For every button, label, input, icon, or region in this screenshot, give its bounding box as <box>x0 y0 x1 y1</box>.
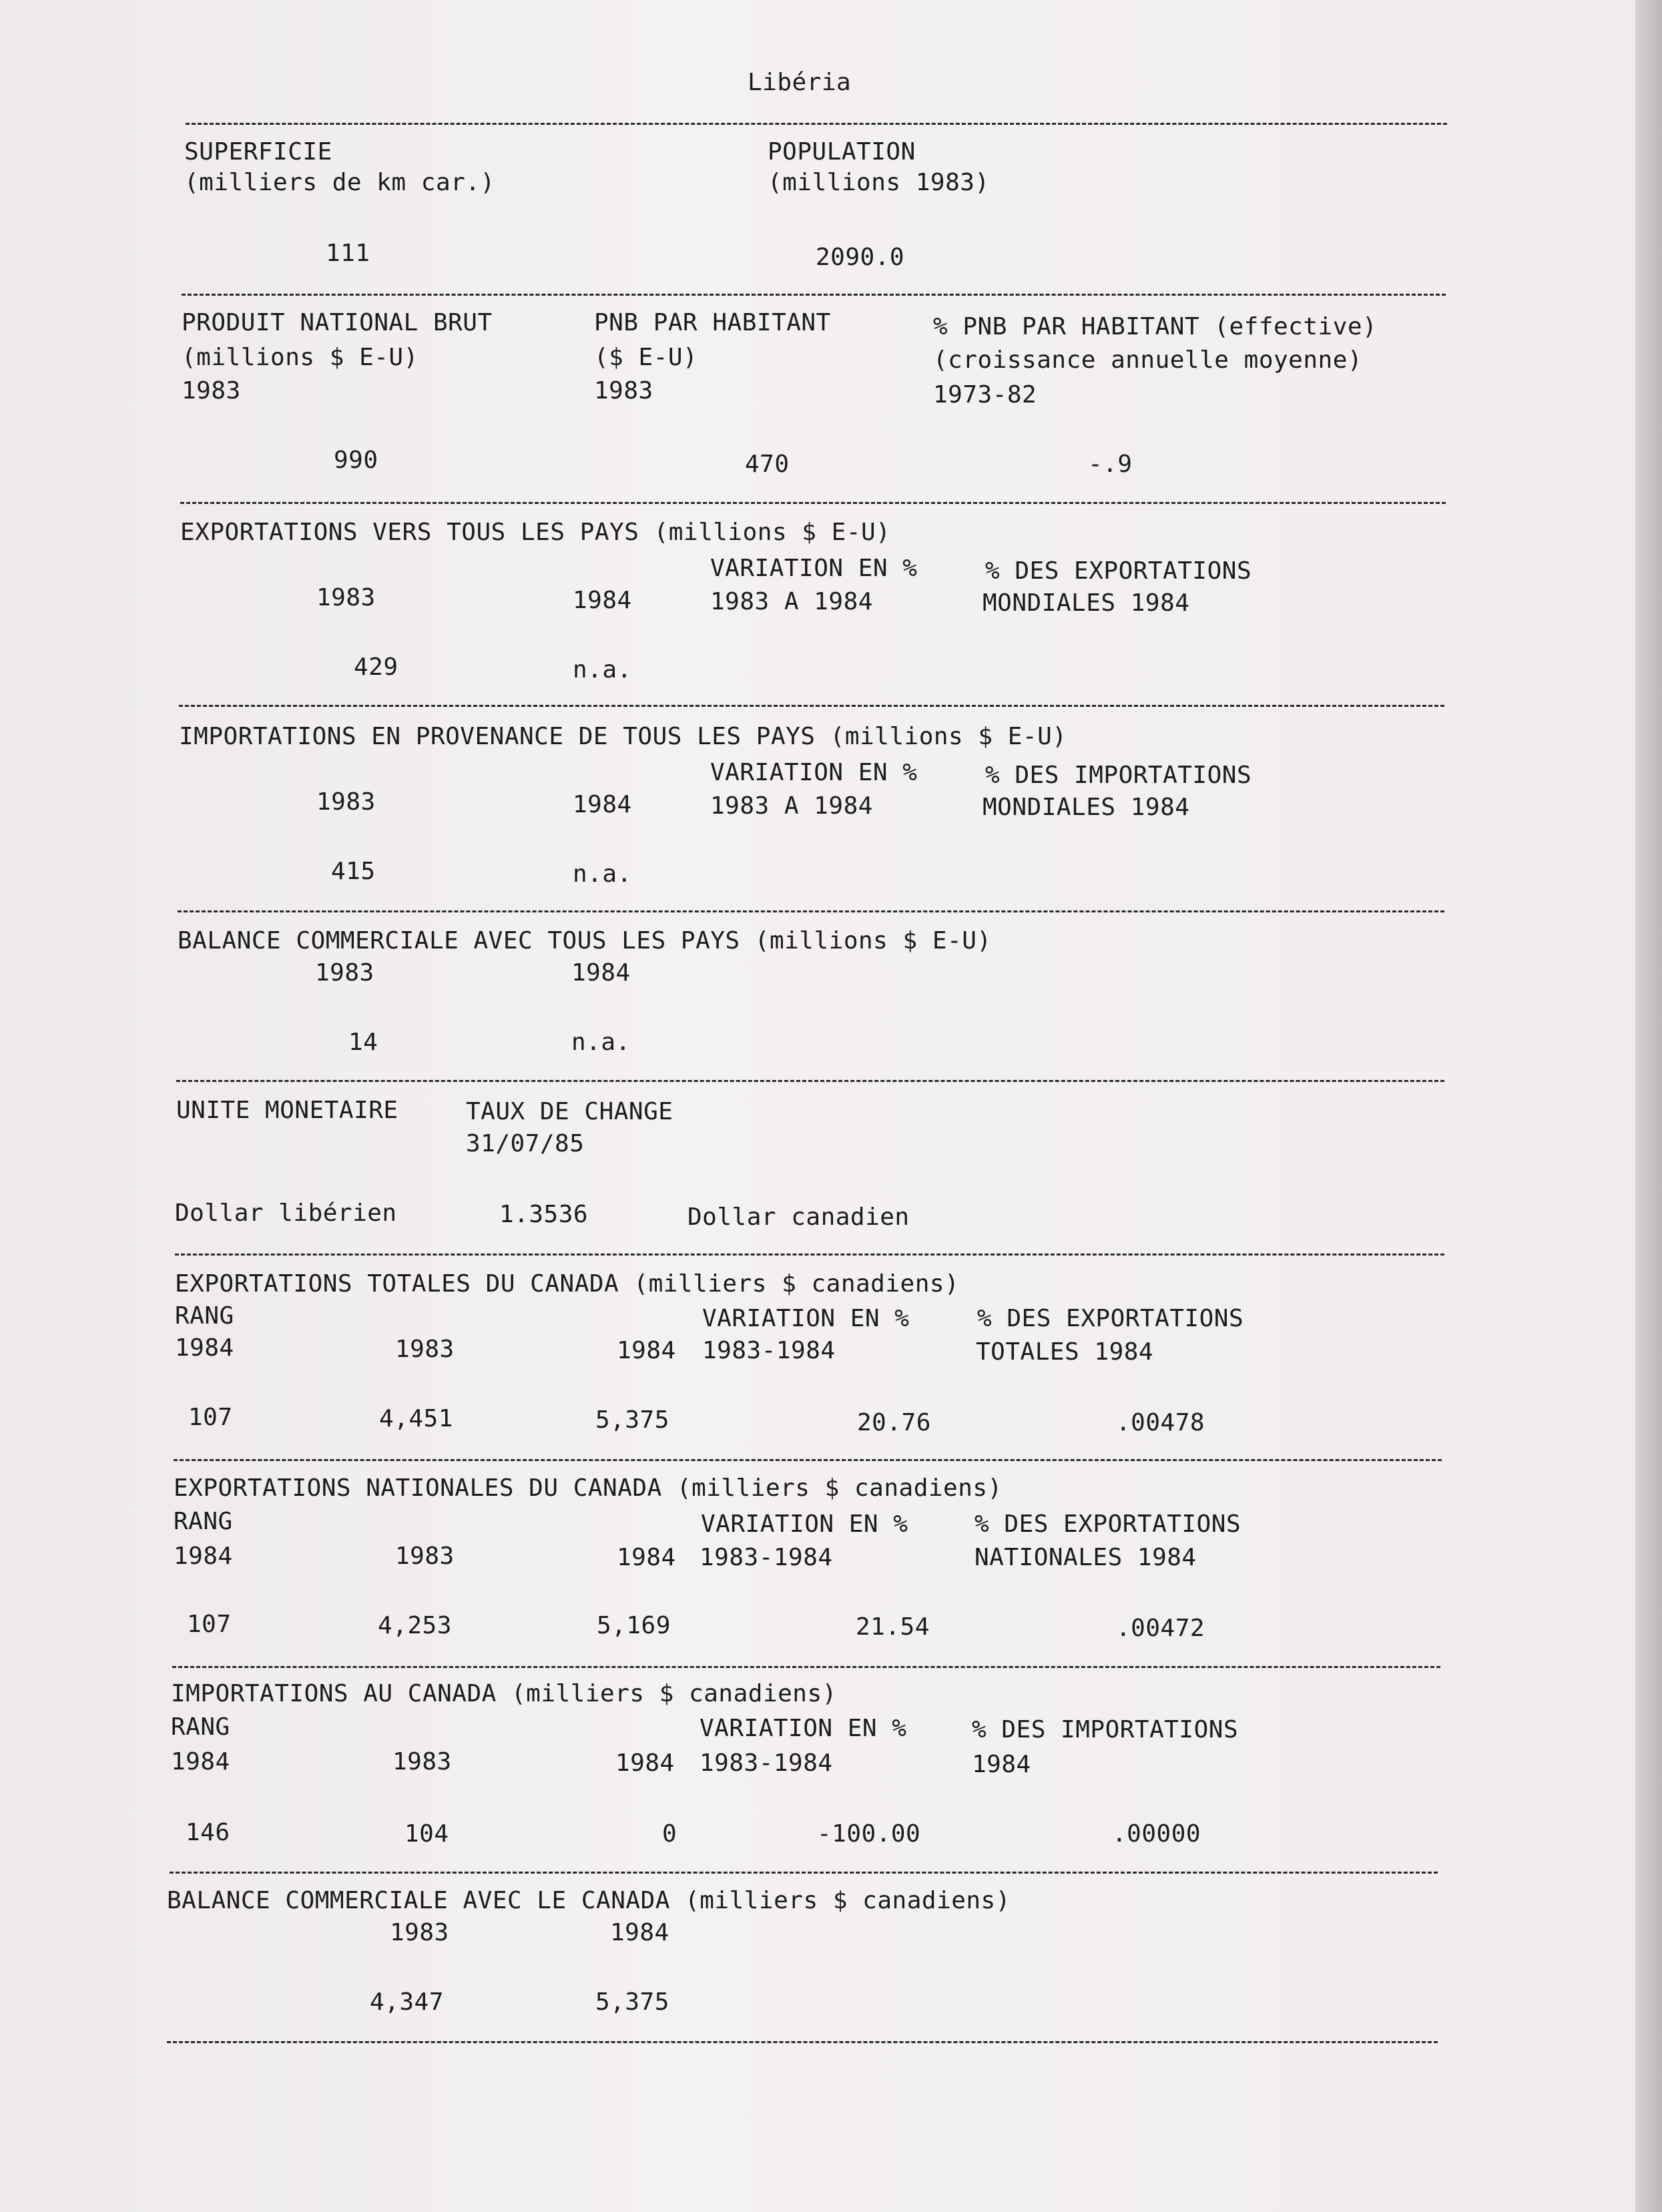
imports-world-1984-header: 1984 <box>573 791 632 818</box>
canada-imports-rank-value: 146 <box>186 1819 230 1846</box>
total-exports-1984-header: 1984 <box>617 1337 676 1364</box>
canada-balance-1984-header: 1984 <box>610 1919 669 1946</box>
total-exports-share-label: % DES EXPORTATIONS <box>977 1305 1244 1332</box>
total-exports-rank-value: 107 <box>188 1404 233 1431</box>
divider <box>180 502 1446 504</box>
domestic-exports-rank-year: 1984 <box>174 1543 233 1570</box>
balance-world-1983-header: 1983 <box>315 959 374 987</box>
exports-world-heading: EXPORTATIONS VERS TOUS LES PAYS (millions $ E-U) <box>180 519 891 546</box>
imports-world-1984-value: n.a. <box>573 860 632 888</box>
exports-world-share-label: % DES EXPORTATIONS <box>985 557 1252 585</box>
imports-world-heading: IMPORTATIONS EN PROVENANCE DE TOUS LES PAYS (millions $ E-U) <box>179 723 1067 750</box>
canada-imports-heading: IMPORTATIONS AU CANADA (milliers $ canadiens) <box>171 1680 837 1707</box>
divider <box>176 1080 1444 1082</box>
pnb-year: 1983 <box>182 377 241 404</box>
canada-imports-share-period: 1984 <box>972 1751 1031 1778</box>
balance-world-heading: BALANCE COMMERCIALE AVEC TOUS LES PAYS (millions $ E-U) <box>178 927 992 954</box>
exchange-rate-value: 1.3536 <box>499 1201 589 1228</box>
exchange-rate-label: TAUX DE CHANGE <box>466 1098 673 1125</box>
canada-balance-1983-value: 4,347 <box>370 1988 444 2016</box>
total-exports-share-period: TOTALES 1984 <box>976 1338 1154 1366</box>
divider <box>174 1459 1442 1461</box>
divider <box>178 910 1444 912</box>
domestic-exports-1983-value: 4,253 <box>378 1612 452 1639</box>
domestic-exports-rank-value: 107 <box>187 1611 232 1638</box>
imports-world-share-label: % DES IMPORTATIONS <box>985 762 1252 789</box>
domestic-exports-1984-header: 1984 <box>617 1544 676 1571</box>
exports-world-1984-value: n.a. <box>573 656 632 683</box>
population-label: POPULATION <box>768 138 916 166</box>
page-title: Libéria <box>748 69 852 96</box>
pnb-growth-label: % PNB PAR HABITANT (effective) <box>933 313 1378 340</box>
canada-imports-variation-value: -100.00 <box>817 1820 921 1848</box>
total-exports-1983-value: 4,451 <box>379 1405 453 1432</box>
balance-world-1984-value: n.a. <box>571 1029 631 1056</box>
domestic-exports-share-period: NATIONALES 1984 <box>975 1544 1197 1571</box>
imports-world-variation-label: VARIATION EN % <box>710 759 918 786</box>
domestic-exports-variation-period: 1983-1984 <box>700 1544 833 1571</box>
domestic-exports-variation-value: 21.54 <box>856 1613 930 1641</box>
canada-imports-1984-header: 1984 <box>615 1749 675 1777</box>
pnb-habitant-label: PNB PAR HABITANT <box>594 309 831 336</box>
pnb-unit: (millions $ E-U) <box>182 344 419 371</box>
total-exports-heading: EXPORTATIONS TOTALES DU CANADA (milliers $ canadiens) <box>175 1270 960 1298</box>
population-value: 2090.0 <box>816 244 905 271</box>
canada-imports-1983-header: 1983 <box>392 1748 452 1775</box>
domestic-exports-rank-label: RANG <box>174 1508 233 1535</box>
superficie-label: SUPERFICIE <box>184 138 332 166</box>
imports-world-variation-period: 1983 A 1984 <box>710 792 873 820</box>
imports-world-1983-header: 1983 <box>316 788 376 816</box>
divider <box>182 294 1446 296</box>
canada-imports-variation-label: VARIATION EN % <box>700 1715 907 1742</box>
divider <box>170 1872 1438 1874</box>
total-exports-1983-header: 1983 <box>395 1336 455 1363</box>
pnb-growth-period: 1973-82 <box>933 381 1037 408</box>
canada-balance-1983-header: 1983 <box>390 1919 449 1946</box>
reference-currency: Dollar canadien <box>687 1203 910 1231</box>
total-exports-rank-label: RANG <box>175 1302 234 1330</box>
pnb-growth-value: -.9 <box>1088 451 1133 478</box>
pnb-habitant-unit: ($ E-U) <box>594 344 698 371</box>
divider <box>186 123 1447 125</box>
exports-world-1983-value: 429 <box>354 653 398 681</box>
imports-world-share-period: MONDIALES 1984 <box>983 794 1190 821</box>
canada-imports-share-label: % DES IMPORTATIONS <box>972 1716 1239 1743</box>
divider <box>167 2041 1438 2043</box>
total-exports-rank-year: 1984 <box>175 1334 234 1362</box>
total-exports-variation-period: 1983-1984 <box>702 1337 836 1364</box>
currency-unit-label: UNITE MONETAIRE <box>176 1097 398 1124</box>
exports-world-1984-header: 1984 <box>573 587 632 614</box>
domestic-exports-share-label: % DES EXPORTATIONS <box>975 1510 1241 1538</box>
total-exports-variation-label: VARIATION EN % <box>702 1305 910 1332</box>
exports-world-share-period: MONDIALES 1984 <box>983 589 1190 617</box>
total-exports-variation-value: 20.76 <box>857 1409 931 1436</box>
exports-world-variation-period: 1983 A 1984 <box>710 588 873 615</box>
canada-balance-heading: BALANCE COMMERCIALE AVEC LE CANADA (milliers $ canadiens) <box>167 1887 1011 1914</box>
canada-imports-rank-year: 1984 <box>171 1748 230 1775</box>
population-unit: (millions 1983) <box>768 169 990 196</box>
balance-world-1984-header: 1984 <box>571 959 631 987</box>
pnb-growth-unit: (croissance annuelle moyenne) <box>933 346 1363 374</box>
domestic-exports-1983-header: 1983 <box>395 1543 455 1570</box>
canada-balance-1984-value: 5,375 <box>595 1988 669 2016</box>
currency-name: Dollar libérien <box>175 1199 397 1227</box>
divider <box>172 1666 1440 1668</box>
superficie-value: 111 <box>326 240 370 267</box>
total-exports-share-value: .00478 <box>1116 1409 1205 1436</box>
pnb-label: PRODUIT NATIONAL BRUT <box>182 309 493 336</box>
pnb-value: 990 <box>334 447 378 474</box>
divider <box>179 705 1444 707</box>
domestic-exports-1984-value: 5,169 <box>597 1612 671 1639</box>
canada-imports-1984-value: 0 <box>662 1820 677 1848</box>
superficie-unit: (milliers de km car.) <box>184 169 495 196</box>
pnb-habitant-value: 470 <box>745 451 790 478</box>
canada-imports-variation-period: 1983-1984 <box>700 1749 833 1777</box>
canada-imports-share-value: .00000 <box>1112 1820 1201 1848</box>
balance-world-1983-value: 14 <box>348 1029 378 1056</box>
page-edge-shadow <box>1635 0 1662 2212</box>
exports-world-variation-label: VARIATION EN % <box>710 555 918 582</box>
divider <box>175 1254 1444 1256</box>
domestic-exports-share-value: .00472 <box>1116 1615 1205 1642</box>
imports-world-1983-value: 415 <box>331 858 376 885</box>
domestic-exports-variation-label: VARIATION EN % <box>701 1510 908 1538</box>
canada-imports-1983-value: 104 <box>404 1820 449 1848</box>
canada-imports-rank-label: RANG <box>171 1713 230 1741</box>
total-exports-1984-value: 5,375 <box>595 1406 669 1434</box>
exports-world-1983-header: 1983 <box>316 584 376 611</box>
exchange-rate-date: 31/07/85 <box>466 1130 585 1157</box>
domestic-exports-heading: EXPORTATIONS NATIONALES DU CANADA (milliers $ canadiens) <box>174 1474 1003 1502</box>
pnb-habitant-year: 1983 <box>594 377 653 404</box>
